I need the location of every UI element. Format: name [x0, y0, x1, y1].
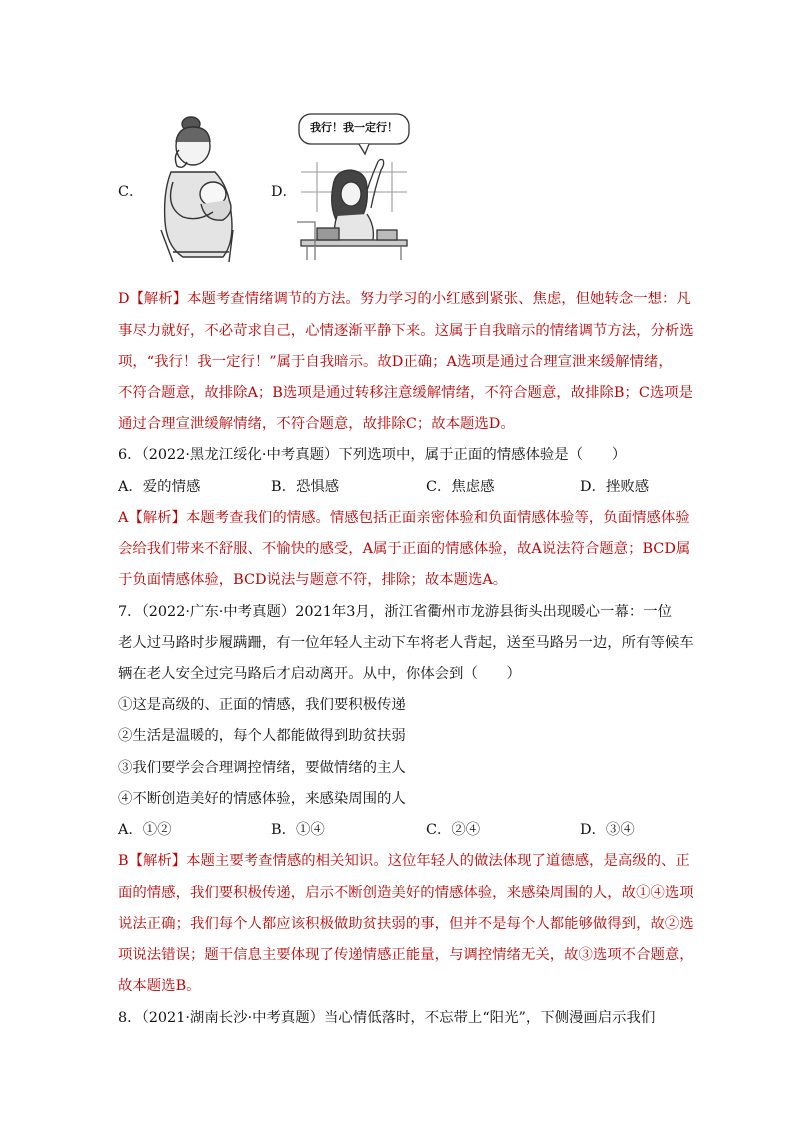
analysis-5-line-4: 不符合题意，故排除A；B选项是通过转移注意缓解情绪，不符合题意，故排除B；C选项是 — [118, 385, 694, 401]
analysis-7-line-4: 项说法错误；题干信息主要体现了传递情感正能量，与调控情绪无关，故③选项不合题意， — [118, 947, 694, 963]
q7-statement-1: ①这是高级的、正面的情感，我们要积极传递 — [118, 697, 406, 713]
answer-prefix: D【解析】 — [118, 291, 188, 307]
q6-option-d: D．挫败感 — [580, 479, 650, 495]
q7-statement-3: ③我们要学会合理调控情绪，要做情绪的主人 — [118, 760, 406, 776]
analysis-7-line-3: 说法正确；我们每个人都应该积极做助贫扶弱的事，但并不是每个人都能够做得到，故②选 — [118, 916, 694, 932]
speech-bubble-text: 我行！我一定行！ — [310, 121, 398, 134]
girl-raising-arm-at-desk-icon — [297, 112, 411, 262]
question-6-stem: 6．（2022·黑龙江绥化·中考真题）下列选项中，属于正面的情感体验是（ ） — [118, 447, 627, 463]
analysis-7-line-5: 故本题选B。 — [118, 978, 201, 994]
question-8-stem: 8．（2021·湖南长沙·中考真题）当心情低落时，不忘带上“阳光”，下侧漫画启示我们 — [118, 1010, 656, 1026]
q7-option-b: B．①④ — [271, 822, 325, 838]
analysis-6-line-2: 会给我们带来不舒服、不愉快的感受，A属于正面的情感体验，故A说法符合题意；BCD属 — [118, 541, 691, 557]
woman-crying-holding-baby-icon — [143, 112, 248, 264]
analysis-6-line-3: 于负面情感体验，BCD说法与题意不符，排除；故本题选A。 — [118, 572, 508, 588]
analysis-7-line-2: 面的情感，我们要积极传递，启示不断创造美好的情感体验，来感染周围的人，故①④选项 — [118, 885, 694, 901]
analysis-5-line-3: 项，“我行！我一定行！”属于自我暗示。故D正确；A选项是通过合理宣泄来缓解情绪， — [118, 354, 673, 370]
q7-option-c: C．②④ — [426, 822, 481, 838]
question-7-stem-line-1: 7．（2022·广东·中考真题）2021年3月，浙江省衢州市龙游县街头出现暖心一幕：一位 — [118, 604, 673, 620]
question-7-stem-line-3: 辆在老人安全过完马路后才启动离开。从中，你体会到（ ） — [118, 666, 521, 682]
option-c-label: C． — [118, 184, 144, 200]
analysis-7-line-1: B【解析】本题主要考查情感的相关知识。这位年轻人的做法体现了道德感，是高级的、正 — [118, 853, 690, 869]
answer-prefix: B【解析】 — [118, 853, 187, 869]
q7-option-d: D．③④ — [580, 822, 635, 838]
q6-option-a: A．爱的情感 — [118, 479, 201, 495]
analysis-6-line-1: A【解析】本题考查我们的情感。情感包括正面亲密体验和负面情感体验等，负面情感体验 — [118, 510, 690, 526]
q7-statement-4: ④不断创造美好的情感体验，来感染周围的人 — [118, 791, 406, 807]
q6-option-b: B．恐惧感 — [271, 479, 340, 495]
analysis-5-line-5: 通过合理宣泄缓解情绪，不符合题意，故排除C；故本题选D。 — [118, 416, 515, 432]
q7-option-a: A．①② — [118, 822, 172, 838]
q6-option-c: C．焦虑感 — [426, 479, 495, 495]
option-d-label: D． — [271, 184, 297, 200]
analysis-5-line-1: D【解析】本题考查情绪调节的方法。努力学习的小红感到紧张、焦虑，但她转念一想：凡 — [118, 291, 691, 307]
question-7-stem-line-2: 老人过马路时步履蹒跚，有一位年轻人主动下车将老人背起，送至马路另一边，所有等候车 — [118, 635, 694, 651]
analysis-5-line-2: 事尽力就好，不必苛求自己，心情逐渐平静下来。这属于自我暗示的情绪调节方法，分析选 — [118, 323, 694, 339]
answer-prefix: A【解析】 — [118, 510, 186, 526]
q7-statement-2: ②生活是温暖的，每个人都能做得到助贫扶弱 — [118, 728, 406, 744]
